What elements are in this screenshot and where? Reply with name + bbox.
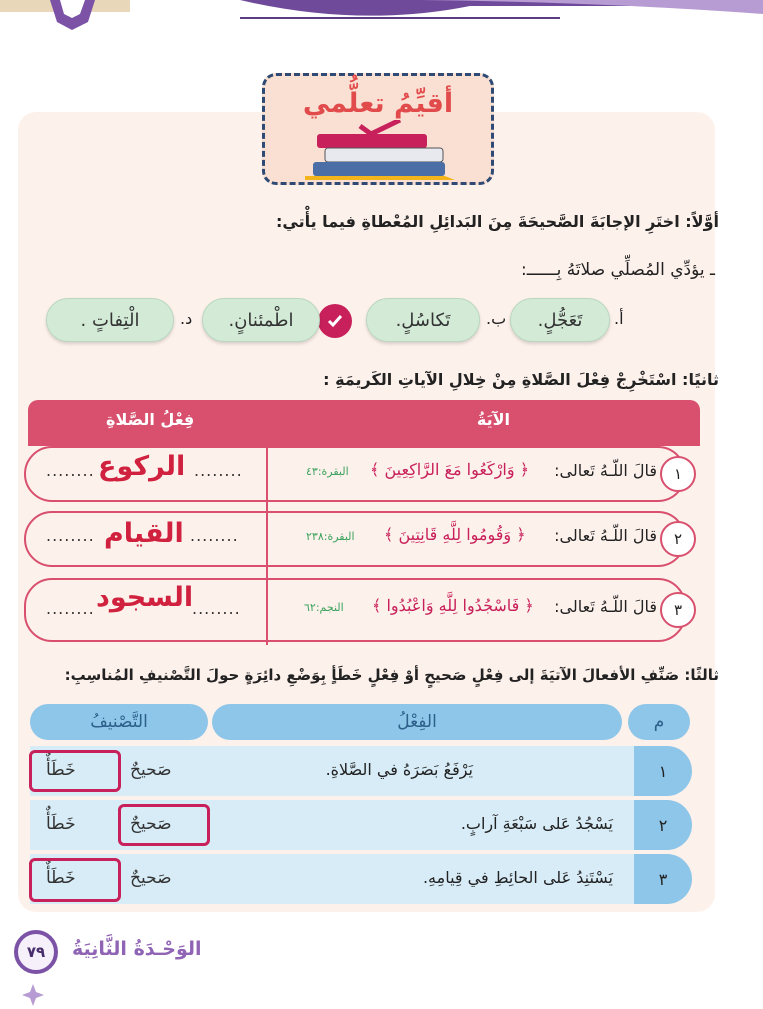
option-b-letter: ب. <box>486 309 507 328</box>
col-action <box>212 704 622 740</box>
row-number <box>634 746 692 796</box>
verse-text: ﴿ وَارْكَعُوا مَعَ الرَّاكِعِينَ ﴾ <box>370 460 530 479</box>
selected-check-icon <box>318 304 352 338</box>
correct-choice[interactable]: صَحيحٌ <box>130 814 172 834</box>
col-action: فِعْلُ الصَّلاةِ <box>106 410 195 429</box>
action-text: يَرْفَعُ بَصَرَهُ في الصَّلاةِ. <box>325 760 473 779</box>
verse-reference: البقرة:٤٣ <box>306 465 349 478</box>
row-number-label: ١ <box>658 761 668 781</box>
wrong-choice[interactable]: خَطَأٌ <box>46 814 76 834</box>
action-text: يَسْجُدُ عَلى سَبْعَةِ آرابٍ. <box>460 814 613 833</box>
option-d-letter: د. <box>180 309 193 328</box>
answer-circle <box>29 858 121 902</box>
col-class <box>30 704 208 740</box>
section3-heading: ثالثًا: صَنِّفِ الأفعالَ الآتيَةَ إلى فِعْلٍ صَحيحٍ أوْ فِعْلٍ خَطَأٍ بِوَضْعِ دائِرَةٍ حولَ التَّصْنيفِ المُناسِبِ: <box>64 666 719 684</box>
option-a-letter: أ. <box>614 309 624 328</box>
wrong-choice[interactable]: خَطَأٌ <box>46 868 76 888</box>
row-number: ١ <box>660 456 696 492</box>
column-divider <box>266 400 268 645</box>
col-num <box>628 704 690 740</box>
handwritten-answer: القيام <box>104 518 184 549</box>
col-action-label: الفِعْلُ <box>397 712 437 732</box>
answer-dots: ........ <box>46 461 95 480</box>
row-number-label: ٣ <box>658 869 668 889</box>
answer-dots: ........ <box>194 461 243 480</box>
option-b[interactable] <box>366 298 480 342</box>
option-c-text: اطْمئنانٍ. <box>228 309 294 331</box>
star-ornament-icon <box>22 984 44 1006</box>
row-number: ٣ <box>660 592 696 628</box>
col-num-label: م <box>653 712 665 732</box>
answer-dots: ........ <box>190 526 239 545</box>
row-number <box>634 800 692 850</box>
row-number <box>634 854 692 904</box>
answer-circle <box>29 750 121 792</box>
option-a[interactable] <box>510 298 610 342</box>
section1-heading: أوَّلاً: اختَرِ الإجابَةَ الصَّحيحَةَ مِنَ البَدائِلِ المُعْطاةِ فيما يأْتي: <box>276 212 719 231</box>
verse-intro: قالَ اللّـهُ تَعالى: <box>554 526 657 545</box>
row-number: ٢ <box>660 521 696 557</box>
verses-table-header <box>28 400 700 446</box>
question-stem: ـ يؤدِّي المُصلِّي صلاتَهُ بِــــــ: <box>520 260 715 280</box>
answer-dots: ........ <box>192 599 241 618</box>
answer-dots: ........ <box>46 599 95 618</box>
verse-intro: قالَ اللّـهُ تَعالى: <box>554 597 657 616</box>
verse-intro: قالَ اللّـهُ تَعالى: <box>554 461 657 480</box>
verse-reference: النجم:٦٢ <box>304 601 344 614</box>
option-a-text: تَعَجُّلٍ. <box>537 309 583 331</box>
option-d[interactable] <box>46 298 174 342</box>
option-d-text: الْتِفاتٍ . <box>80 309 140 331</box>
action-text: يَسْتَنِدُ عَلى الحائِطِ في قِيامِهِ. <box>422 868 613 887</box>
row-number-label: ٢ <box>658 815 668 835</box>
option-b-text: تَكاسُلٍ. <box>395 309 451 331</box>
option-c[interactable] <box>202 298 320 342</box>
answer-dots: ........ <box>46 526 95 545</box>
col-class-label: التَّصْنيفُ <box>90 712 148 732</box>
unit-title: الوَحْـدَةُ الثَّانِيَةُ <box>72 938 202 960</box>
verse-text: ﴿ وَقُومُوا لِلَّهِ قَانِتِينَ ﴾ <box>384 525 526 544</box>
col-verse: الآيَةُ <box>476 410 510 429</box>
top-decoration <box>0 0 763 40</box>
wrong-choice[interactable]: خَطَأٌ <box>46 760 76 780</box>
correct-choice[interactable]: صَحيحٌ <box>130 868 172 888</box>
correct-choice[interactable]: صَحيحٌ <box>130 760 172 780</box>
page-number: ٧٩ <box>14 930 58 974</box>
handwritten-answer: الركوع <box>98 451 186 482</box>
handwritten-answer: السجود <box>96 582 194 613</box>
verse-text: ﴿ فَاسْجُدُوا لِلَّهِ وَاعْبُدُوا ﴾ <box>372 596 534 615</box>
section2-heading: ثانيًا: اسْتَخْرِجْ فِعْلَ الصَّلاةِ مِنْ خِلالِ الآياتِ الكَريمَةِ : <box>323 370 719 389</box>
verse-reference: البقرة:٢٣٨ <box>306 530 355 543</box>
badge-title: أقيِّمُ تعلُّمي <box>302 88 454 119</box>
books-icon <box>305 120 455 182</box>
assessment-badge <box>262 73 494 185</box>
answer-circle <box>118 804 210 846</box>
